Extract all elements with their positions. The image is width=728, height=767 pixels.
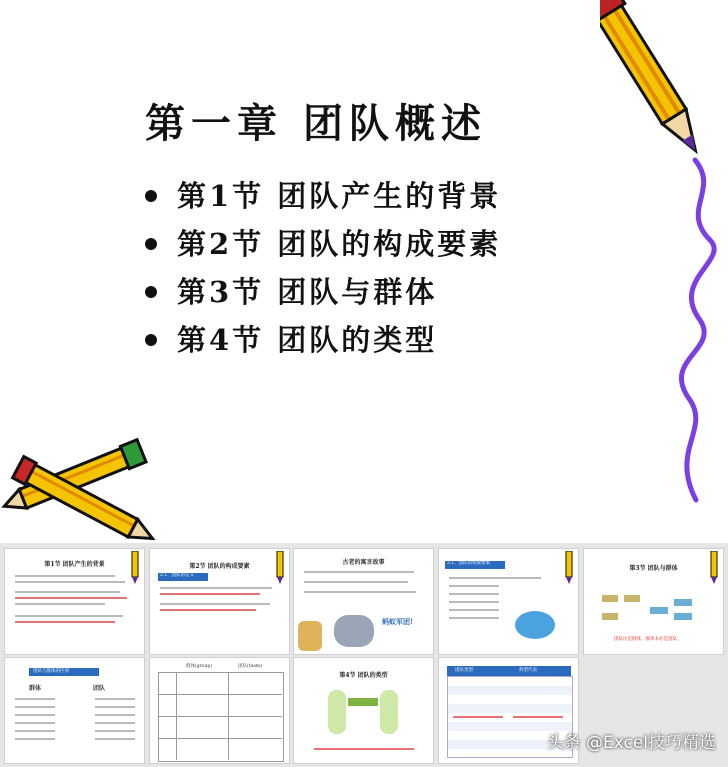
thumb-col1: 群体 [29, 685, 42, 692]
globe-image [515, 611, 555, 639]
thumb-caption: 蚂蚁军团! [382, 617, 414, 626]
thumb-header: 团队类型 [455, 668, 473, 673]
bullet-list [145, 172, 501, 364]
bullet-text: 第4节 团队的类型 [177, 323, 438, 357]
pencil-icon [128, 551, 142, 585]
elephant-image [334, 615, 374, 647]
slide-thumbnail[interactable] [4, 548, 145, 655]
thumb-bar-label: 2.1、团队的构成要素 [447, 561, 491, 566]
bullet-item [145, 220, 501, 268]
bullet-text: 第2节 团队的构成要素 [177, 227, 502, 261]
slide-thumbnail[interactable] [149, 548, 290, 655]
bullet-dot-icon [145, 238, 157, 250]
lion-image [298, 621, 322, 651]
pencil-icon [273, 551, 287, 585]
slide-thumbnail[interactable] [438, 548, 579, 655]
slide-thumbnail[interactable] [149, 657, 290, 764]
thumb-title: 第4节 团队的类型 [339, 672, 388, 679]
pencils-icon [0, 430, 170, 540]
thumb-title: 第1节 团队产生的背景 [44, 561, 105, 568]
bullet-text: 第1节 团队产生的背景 [177, 179, 502, 213]
watermark: 头条 @Excel技巧精选 [546, 733, 716, 753]
slide-thumbnail[interactable] [4, 657, 145, 764]
pencil-icon [600, 0, 728, 540]
bullet-item [145, 316, 501, 364]
thumb-header: 群体(group) [186, 664, 213, 669]
thumb-note: 团队比是群体，群体未必是团队。 [614, 637, 682, 642]
slide-title: 第一章 团队概述 [145, 100, 487, 147]
bullet-item [145, 172, 501, 220]
bullet-item [145, 268, 501, 316]
bullet-dot-icon [145, 286, 157, 298]
thumb-header: 典型代表 [519, 668, 537, 673]
thumb-bar-label: 团队与群体的区别 [33, 669, 69, 674]
thumb-bar-label: 2.1、团队的定义 [160, 573, 195, 578]
bullet-dot-icon [145, 190, 157, 202]
thumb-col2: 团队 [93, 685, 106, 692]
slide-thumbnail[interactable] [293, 548, 434, 655]
thumb-title: 第3节 团队与群体 [629, 565, 678, 572]
bullet-dot-icon [145, 334, 157, 346]
slide-thumbnail[interactable] [293, 657, 434, 764]
slide-thumbnail[interactable] [583, 548, 724, 655]
thumb-title: 古老的寓言故事 [342, 559, 385, 566]
pencil-icon [562, 551, 576, 585]
thumb-title: 第2节 团队的构成要素 [189, 563, 250, 570]
thumb-header: 团队(team) [238, 664, 262, 669]
bullet-text: 第3节 团队与群体 [177, 275, 438, 309]
pencil-icon [707, 551, 721, 585]
